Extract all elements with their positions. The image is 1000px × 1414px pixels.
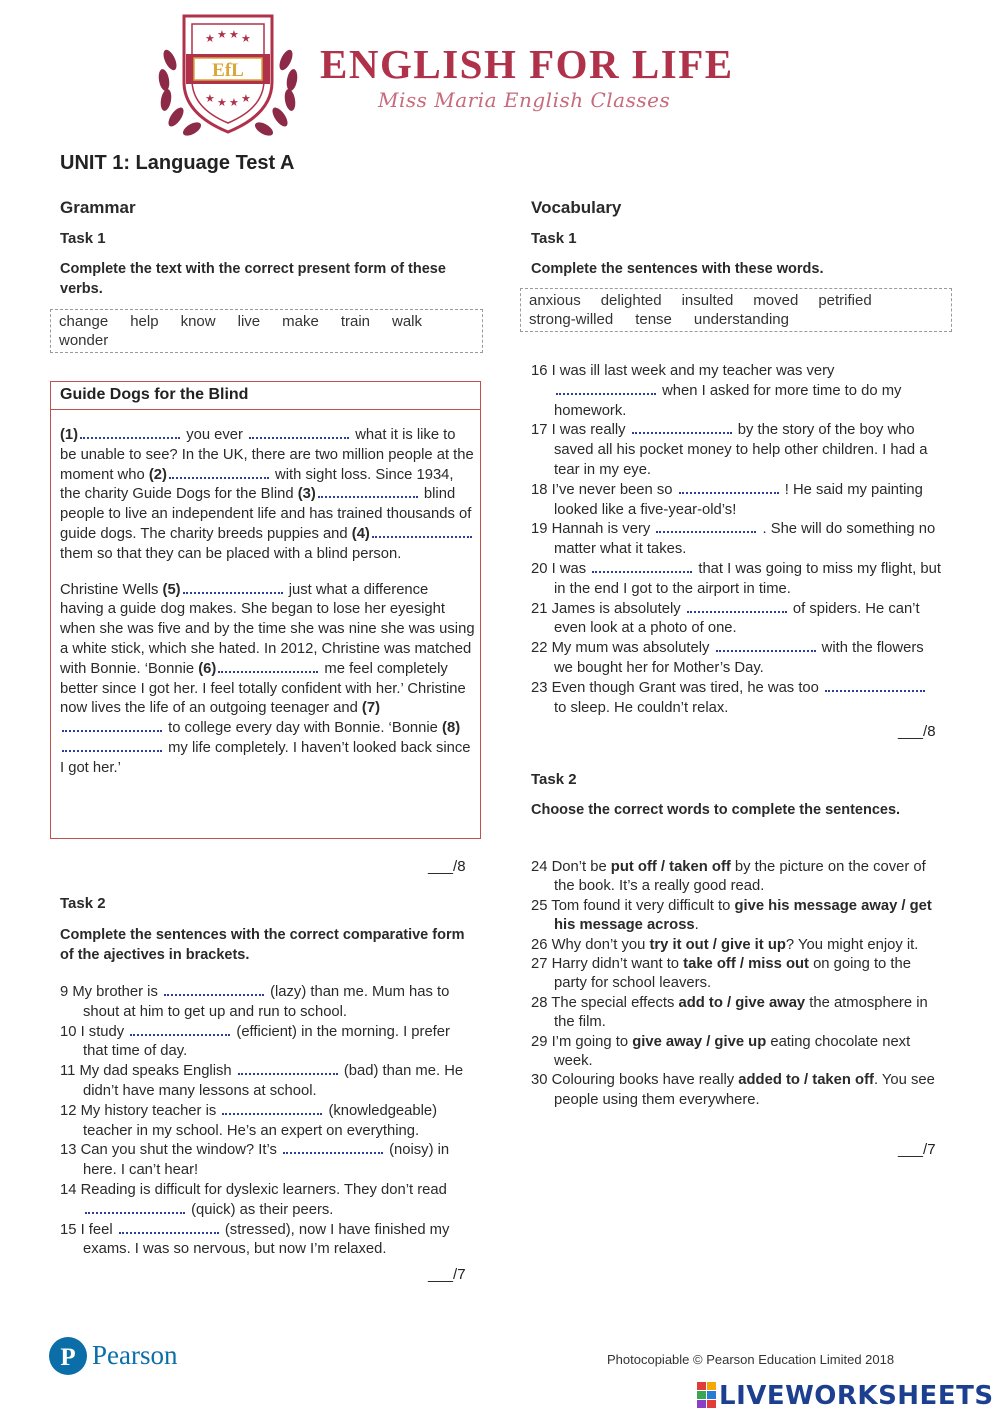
answer-gap-2[interactable] <box>169 467 269 479</box>
question-text: 30 Colouring books have really <box>531 1072 739 1089</box>
list-item <box>60 1023 472 1063</box>
brand-title: ENGLISH FOR LIFE <box>320 41 734 87</box>
word-box-item: understanding <box>693 311 789 328</box>
word-box-item: insulted <box>681 292 734 309</box>
brand-subtitle: Miss Maria English Classes <box>378 88 671 112</box>
word-box-item: change <box>59 313 109 330</box>
gap-number: (2) <box>148 466 167 483</box>
question-text: 29 I’m going to <box>531 1033 633 1050</box>
gap-number: (8) <box>442 720 461 737</box>
question-text: (stressed), now I have finished my exams. I was so nervous, but now I’m relaxed. <box>83 1221 450 1258</box>
vocabulary-word-box <box>520 288 952 332</box>
answer-gap-11[interactable] <box>238 1063 338 1075</box>
vocabulary-task2-list <box>531 858 941 1110</box>
question-text: . She will do something no matter what it takes. <box>554 521 936 558</box>
grammar-task2-list <box>60 983 472 1260</box>
answer-gap-20[interactable] <box>592 561 692 573</box>
story-body <box>60 426 475 795</box>
list-item <box>531 520 941 560</box>
list-item <box>531 955 941 994</box>
word-box-item: moved <box>753 292 799 309</box>
grammar-task1-score: ___/8 <box>428 858 466 875</box>
question-text: ? You might enjoy it. <box>785 936 919 953</box>
question-text: 14 Reading is difficult for dyslexic learners. They don’t read <box>60 1181 447 1198</box>
answer-gap-1[interactable] <box>80 427 180 439</box>
list-item <box>60 1102 472 1142</box>
vocabulary-task1-list <box>531 362 941 718</box>
answer-gap-6[interactable] <box>218 661 318 673</box>
vocabulary-task2-score: ___/7 <box>898 1141 936 1158</box>
answer-gap-3[interactable] <box>318 486 418 498</box>
question-text: 9 My brother is <box>60 984 162 1000</box>
question-text: on going to the party for school leavers. <box>554 956 911 992</box>
word-box-item: know <box>180 313 216 330</box>
answer-gap-17[interactable] <box>632 422 732 434</box>
gap-number: (4) <box>351 525 370 542</box>
answer-choice[interactable]: put off / taken off <box>610 859 731 875</box>
question-text: (quick) as their peers. <box>187 1201 334 1218</box>
answer-gap-10[interactable] <box>130 1024 230 1036</box>
answer-gap-19[interactable] <box>656 521 756 533</box>
answer-gap-14[interactable] <box>85 1202 185 1214</box>
answer-gap-7[interactable] <box>62 720 162 732</box>
svg-text:P: P <box>60 1344 76 1371</box>
svg-text:★: ★ <box>205 92 215 105</box>
copyright-notice: Photocopiable © Pearson Education Limited 2018 <box>607 1352 895 1367</box>
gap-number: (6) <box>198 660 217 677</box>
word-box-item: make <box>282 313 319 330</box>
list-item <box>60 1141 472 1181</box>
answer-gap-22[interactable] <box>716 640 816 652</box>
word-box-item: tense <box>635 311 672 328</box>
question-text: 13 Can you shut the window? It’s <box>60 1142 281 1159</box>
list-item <box>60 1062 472 1102</box>
vocabulary-task1-instruction: Complete the sentences with these words. <box>531 261 824 277</box>
svg-text:★: ★ <box>241 32 251 45</box>
question-text: 16 I was ill last week and my teacher was very <box>531 363 835 379</box>
story-text: me feel completely better since I got her. I feel totally confident with her.’ Christine now lives the life of an outgoing teenager and <box>60 660 466 717</box>
answer-gap-9[interactable] <box>164 984 264 996</box>
story-text: with sight loss. Since 1934, the charity Guide Dogs for the Blind <box>60 466 454 503</box>
grammar-task1-instruction: Complete the text with the correct present form of these verbs. <box>60 261 446 297</box>
question-text: 11 My dad speaks English <box>60 1063 236 1080</box>
word-box-item: wonder <box>59 332 109 349</box>
liveworksheets-icon <box>697 1382 717 1410</box>
svg-text:★: ★ <box>229 96 239 109</box>
word-box-item: strong-willed <box>529 311 614 328</box>
vocabulary-task1-score: ___/8 <box>898 723 936 740</box>
question-text: 28 The special effects <box>531 994 679 1011</box>
question-text: with the flowers we bought her for Mother’s Day. <box>554 640 924 676</box>
list-item <box>60 1181 472 1221</box>
list-item <box>531 936 941 955</box>
answer-gap-5[interactable] <box>183 582 283 594</box>
question-text: 22 My mum was absolutely <box>531 640 714 657</box>
svg-text:★: ★ <box>217 28 227 41</box>
story-text: what it is like to be unable to see? In the UK, there are two million people at the moment who <box>60 427 474 483</box>
story-box <box>50 381 481 839</box>
word-box-item: petrified <box>818 292 872 309</box>
list-item <box>531 858 941 897</box>
efl-logo <box>148 10 308 138</box>
question-text: 18 I’ve never been so <box>531 481 677 498</box>
question-text: 21 James is absolutely <box>531 600 685 617</box>
question-text: that I was going to miss my flight, but in the end I got to the airport in time. <box>554 560 941 597</box>
word-box-item: train <box>340 313 370 330</box>
page-header <box>0 0 1000 145</box>
question-text: 17 I was really <box>531 422 630 439</box>
answer-choice[interactable]: take off / miss out <box>683 956 809 973</box>
answer-gap-4[interactable] <box>372 526 472 538</box>
grammar-task2-label: Task 2 <box>60 895 106 912</box>
gap-number: (1) <box>60 427 79 443</box>
list-item <box>531 1033 941 1072</box>
question-text: . <box>694 917 699 934</box>
grammar-heading: Grammar <box>60 198 136 217</box>
question-text: 19 Hannah is very <box>531 521 655 538</box>
question-text: ! He said my painting looked like a five-year-old’s! <box>554 481 923 518</box>
question-text: 20 I was <box>531 560 591 577</box>
answer-gap-8[interactable] <box>62 740 162 752</box>
pearson-wordmark: Pearson <box>92 1340 178 1370</box>
question-text: by the story of the boy who saved all his pocket money to help other children. I had a tear in my eye. <box>554 422 928 478</box>
list-item <box>531 1071 941 1110</box>
answer-choice[interactable]: add to / give away <box>678 994 806 1011</box>
question-text: (bad) than me. He didn’t have many lessons at school. <box>83 1063 464 1099</box>
answer-gap-23[interactable] <box>825 680 925 692</box>
list-item <box>531 600 941 640</box>
logo-text: EfL <box>212 60 244 81</box>
story-text: to college every day with Bonnie. ‘Bonnie <box>164 720 443 737</box>
answer-choice[interactable]: try it out / give it up <box>649 936 786 953</box>
vocabulary-task2-instruction: Choose the correct words to complete the sentences. <box>531 802 901 818</box>
question-text: 26 Why don’t you <box>531 936 650 953</box>
answer-choice[interactable]: give his message away / get his message across <box>554 897 932 934</box>
liveworksheets-text: LIVEWORKSHEETS <box>719 1381 994 1411</box>
list-item <box>531 362 941 421</box>
question-text: 12 My history teacher is <box>60 1102 221 1119</box>
laurel-shield-icon <box>148 10 308 138</box>
list-item <box>531 897 941 936</box>
story-paragraph <box>60 426 475 565</box>
story-text: just what a difference having a guide dog makes. She began to lose her eyesight when she was five and by the time she was nine she was using a white stick, which she hated. In 2012, Christine was matched with Bonnie. ‘Bonnie <box>60 581 475 677</box>
question-text: . You see people using them everywhere. <box>554 1072 935 1108</box>
question-text: (lazy) than me. Mum has to shout at him to get up and run to school. <box>83 984 450 1020</box>
svg-text:★: ★ <box>205 32 215 45</box>
list-item <box>531 994 941 1033</box>
gap-number: (7) <box>361 700 380 717</box>
question-text: (knowledgeable) teacher in my school. He’s an expert on everything. <box>83 1102 438 1139</box>
question-text: 23 Even though Grant was tired, he was too <box>531 679 824 696</box>
answer-choice[interactable]: give away / give up <box>632 1033 767 1050</box>
gap-number: (5) <box>162 581 181 598</box>
grammar-task1-label: Task 1 <box>60 230 106 247</box>
question-text: eating chocolate next week. <box>554 1033 911 1070</box>
answer-gap-16[interactable] <box>556 383 656 395</box>
list-item <box>60 983 472 1023</box>
story-text: them so that they can be placed with a blind person. <box>60 545 402 562</box>
question-text: 25 Tom found it very difficult to <box>531 897 735 914</box>
svg-text:★: ★ <box>229 28 239 41</box>
list-item <box>60 1221 472 1261</box>
story-text: Christine Wells <box>60 581 163 598</box>
question-text: (noisy) in here. I can’t hear! <box>83 1142 450 1179</box>
grammar-word-box <box>50 309 483 353</box>
answer-choice[interactable]: added to / taken off <box>738 1072 874 1089</box>
answer-gap-18[interactable] <box>679 482 779 494</box>
answer-gap-13[interactable] <box>283 1142 383 1154</box>
answer-gap-15[interactable] <box>119 1222 219 1234</box>
svg-text:★: ★ <box>217 96 227 109</box>
story-text: my life completely. I haven’t looked back since I got her.’ <box>60 739 471 776</box>
word-box-item: live <box>237 313 261 330</box>
word-box-item: anxious <box>529 292 581 309</box>
question-text: the atmosphere in the film. <box>554 994 928 1031</box>
answer-gap-12[interactable] <box>222 1103 322 1115</box>
question-text: of spiders. He can’t even look at a photo of one. <box>554 600 920 637</box>
story-text: blind people to live an independent life and has trained thousands of guide dogs. The charity breeds puppies and <box>60 486 472 542</box>
pearson-logo-icon <box>48 1334 198 1378</box>
svg-text:★: ★ <box>241 92 251 105</box>
question-text: 24 Don’t be <box>531 859 611 875</box>
question-text: 27 Harry didn’t want to <box>531 956 684 973</box>
grammar-task2-instruction: Complete the sentences with the correct comparative form of the ajectives in brackets. <box>60 927 465 963</box>
story-text: you ever <box>182 427 248 443</box>
word-box-item: help <box>130 313 159 330</box>
question-text: when I asked for more time to do my homework. <box>554 382 902 419</box>
page-title: UNIT 1: Language Test A <box>60 152 295 174</box>
grammar-task2-score: ___/7 <box>428 1266 466 1283</box>
question-text: 15 I feel <box>60 1221 117 1238</box>
list-item <box>531 421 941 480</box>
answer-gap-21[interactable] <box>687 601 787 613</box>
vocabulary-task2-label: Task 2 <box>531 771 577 788</box>
question-text: by the picture on the cover of the book. It’s a really good read. <box>554 859 926 895</box>
question-text: to sleep. He couldn’t relax. <box>554 699 729 716</box>
question-text: 10 I study <box>60 1023 129 1040</box>
word-box-item: walk <box>392 313 423 330</box>
list-item <box>531 560 941 600</box>
list-item <box>531 639 941 679</box>
answer-gap-1b[interactable] <box>249 427 349 439</box>
story-paragraph <box>60 581 475 779</box>
gap-number: (3) <box>297 486 316 503</box>
question-text: (efficient) in the morning. I prefer that time of day. <box>83 1023 450 1060</box>
story-title: Guide Dogs for the Blind <box>51 382 480 410</box>
vocabulary-heading: Vocabulary <box>531 198 622 217</box>
pearson-logo <box>48 1334 198 1378</box>
list-item <box>531 679 941 719</box>
vocabulary-task1-label: Task 1 <box>531 230 577 247</box>
list-item <box>531 481 941 521</box>
word-box-item: delighted <box>600 292 662 309</box>
